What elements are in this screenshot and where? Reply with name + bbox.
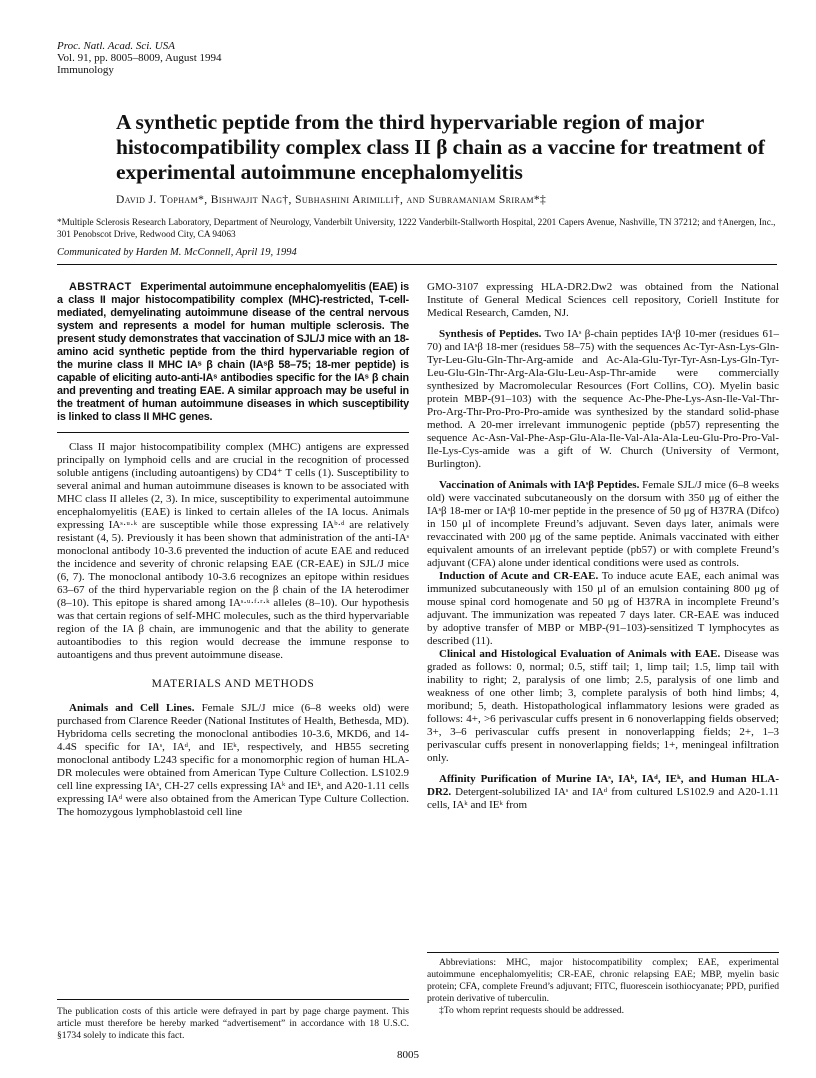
vaccination-heading: Vaccination of Animals with IAˢβ Peptides.	[439, 479, 640, 491]
clinical-text: Disease was graded as follows: 0, normal; 0.5, stiff tail; 1, limp tail; 1.5, limp tail with inability to right; 2, paralysis of one limb; 2.5, paralysis of one limb and weakness of one other limb; 3, complete paralysis of both hind limbs; 4, moribund; 5, death. Histopathological inflammatory lesions were graded as follows: 4+, >6 perivascular cuffs present in 6 nonoverlapping fields observed; 3+, 3–6 perivascular cuffs present in nonoverlapping fields; 2+, 1–3 perivascular cuffs present in nonoverlapping fields; 1+, meningeal infiltration only.	[427, 648, 780, 764]
left-column	[57, 281, 409, 819]
page-number: 8005	[397, 1049, 419, 1061]
paper-title: A synthetic peptide from the third hypervariable region of major histocompatibility complex class II β chain as a vaccine for treatment of experimental autoimmune encephalomyelitis	[116, 110, 765, 184]
section-heading-methods: MATERIALS AND METHODS	[151, 678, 315, 690]
affinity-heading: Affinity Purification of Murine IAˢ, IAᵏ, IAᵈ, IEᵏ, and Human HLA-DR2.	[427, 773, 779, 798]
animals-text: Female SJL/J mice (6–8 weeks old) were purchased from Clarence Reeder (National Institutes of Health, Bethesda, MD). Hybridoma cells secreting the monoclonal antibodies 10-3.6, MKD6, and 14-4.4S specific for IAˢ, IAᵈ, and IEᵏ, respectively, and HB55 secreting monoclonal antibody L243 specific for a monomorphic region of human HLA-DR molecules were obtained from American Type Culture Collection. LS102.9 cell line expressing IAˢ, CH-27 cells expressing IAᵏ and IEᵏ, and A20-1.11 cells expressing IAᵈ were also obtained from the American Type Culture Collection. The homozygous lymphoblastoid cell line	[57, 702, 410, 818]
abstract	[57, 281, 409, 424]
abstract-rule	[57, 432, 409, 433]
synthesis-heading: Synthesis of Peptides.	[439, 328, 542, 340]
journal-volume: Vol. 91, pp. 8005–8009, August 1994	[57, 52, 222, 64]
author-list: David J. Topham*, Bishwajit Nag†, Subhashini Arimilli†, and Subramaniam Sriram*‡	[116, 194, 547, 206]
animals-paragraph	[57, 702, 409, 819]
cell-line-continuation: GMO-3107 expressing HLA-DR2.Dw2 was obtained from the National Institute of General Medical Sciences cell repository, Coriell Institute for Medical Research, Camden, NJ.	[427, 281, 779, 319]
affiliations: *Multiple Sclerosis Research Laboratory, Department of Neurology, Vanderbilt University, 1222 Vanderbilt-Stallworth Hospital, 2201 Capers Avenue, Nashville, TN 37212; and †Anergen, Inc., 301 Penobscot Drive, Redwood City, CA 94063	[57, 218, 776, 240]
header-rule	[57, 264, 777, 265]
communicated-by: Communicated by Harden M. McConnell, April 19, 1994	[57, 247, 297, 258]
affinity-text: Detergent-solubilized IAˢ and IAᵈ from cultured LS102.9 and A20-1.11 cells, IAᵏ and IEᵏ from	[427, 786, 779, 811]
journal-name: Proc. Natl. Acad. Sci. USA	[57, 40, 175, 52]
induction-text: To induce acute EAE, each animal was immunized subcutaneously with 150 μl of an emulsion containing 800 μg of mouse spinal cord homogenate and 50 μg of H37RA in incomplete Freund’s adjuvant. The immunization was repeated 7 days later. CR-EAE was induced by adoptive transfer of MBP or MBP-(91–103)-sensitized T lymphocytes as described (11).	[427, 570, 779, 647]
induction-paragraph	[427, 570, 779, 648]
footnote-cost-text: The publication costs of this article were defrayed in part by page charge payment. This article must therefore be hereby marked “advertisement” in accordance with 18 U.S.C. §1734 solely to indicate this fact.	[57, 1006, 409, 1041]
affinity-paragraph	[427, 773, 779, 812]
journal-header	[57, 40, 222, 76]
clinical-heading: Clinical and Histological Evaluation of Animals with EAE.	[439, 648, 721, 660]
animals-heading: Animals and Cell Lines.	[69, 702, 195, 714]
synthesis-text: Two IAˢ β-chain peptides IAˢβ 10-mer (residues 61–70) and IAˢβ 18-mer (residues 58–75) with the sequences Ac-Tyr-Asn-Lys-Gln-Tyr-Leu-Glu-Gln-Thr-Arg-amide and Ac-Ala-Glu-Tyr-Tyr-Asn-Lys-Gln-Tyr-Leu-Glu-Gln-Thr-Arg-Ala-Glu-Leu-Asp-Thr-amide were commercially synthesized by Macromolecular Resources (Fort Collins, CO). Myelin basic protein MBP-(91–103) with the sequence Ac-Phe-Phe-Lys-Asn-Ile-Val-Thr-Pro-Arg-Thr-Pro-Pro-Pro-amide was synthesized by the standard solid-phase method. A 20-mer irrelevant immunogenic peptide (pb57) representing the sequence Ac-Asn-Val-Phe-Asp-Glu-Ala-Ile-Val-Ala-Ala-Leu-Glu-Pro-Pro-Val-Ile-Lys-Cys-amide was a gift of W. Church (University of Vermont, Burlington).	[427, 328, 779, 470]
reprint-note: ‡To whom reprint requests should be addressed.	[439, 1005, 625, 1016]
vaccination-text: Female SJL/J mice (6–8 weeks old) were vaccinated subcutaneously on the dorsum with 350 μg of either the IAˢβ 18-mer or IAˢβ 10-mer peptide in the presence of 50 μg of H37RA (Difco) in 150 μl of incomplete Freund’s adjuvant. Seven days later, animals were revaccinated with 200 μg of the same peptide. Animals vaccinated with either equivalent amounts of an irrelevant peptide (pb57) or with complete Freund’s adjuvant (CFA) alone under identical conditions were used as controls.	[427, 479, 780, 569]
journal-category: Immunology	[57, 64, 114, 76]
abbreviations-text: Abbreviations: MHC, major histocompatibility complex; EAE, experimental autoimmune encephalomyelitis; CR-EAE, chronic relapsing EAE; MBP, myelin basic protein; CFA, complete Freund’s adjuvant; FITC, fluorescein isothiocyanate; PPD, purified protein derivative of tuberculin.	[427, 957, 779, 1004]
intro-paragraph: Class II major histocompatibility complex (MHC) antigens are expressed principally on lymphoid cells and are crucial in the recognition of processed soluble antigens (including autoantigens) by CD4⁺ T cells (1). Susceptibility to several animal and human autoimmune diseases is known to be associated with MHC class II alleles (2, 3). In mice, susceptibility to experimental autoimmune encephalomyelitis (EAE) is linked to certain alleles of the IA locus. Animals expressing IAˢ·ᵘ·ᵏ are susceptible while those expressing IAᵇ·ᵈ are relatively resistant (4, 5). Previously it has been shown that administration of the anti-IAˢ monoclonal antibody 10-3.6 prevented the induction of acute EAE and reduced the incidence and severity of chronic relapsing EAE (CR-EAE) in SJL/J mice (6, 7). The monoclonal antibody 10-3.6 recognizes an epitope within residues 63–67 of the third hypervariable region on the β chain of the IA heterodimer (8–10). This epitope is shared among IAˢ·ᵘ·ᶠ·ʳ·ᵏ alleles (8–10). Our hypothesis was that certain regions of self-MHC molecules, such as the third hypervariable region of the IA β chain, are immunogenic and that the ability to generate autoantibodies to this region would decrease the immune response to autoantigens and thus prevent autoimmune disease.	[57, 441, 409, 661]
synthesis-paragraph	[427, 328, 779, 471]
abstract-text: Experimental autoimmune encephalomyelitis (EAE) is a class II major histocompatibility complex (MHC)-restricted, T-cell-mediated, demyelinating autoimmune disease of the central nervous system and represents a model for human multiple sclerosis. The present study demonstrates that vaccination of SJL/J mice with an 18-amino acid synthetic peptide from the third hypervariable region of the murine class II MHC IAˢ β chain (IAˢβ 58–75; 18-mer peptide) is capable of eliciting auto-anti-IAˢ antibodies specific for the IAˢ β chain and preventing and treating EAE. A similar approach may be useful in the treatment of human autoimmune diseases in which susceptibility is linked to class II MHC genes.	[57, 281, 409, 423]
induction-heading: Induction of Acute and CR-EAE.	[439, 570, 599, 582]
footnote-rule-left	[57, 999, 409, 1000]
footnote-rule-right	[427, 952, 779, 953]
abbreviations-footnote	[427, 952, 779, 1017]
publication-cost-footnote	[57, 999, 409, 1042]
clinical-paragraph	[427, 648, 779, 765]
vaccination-paragraph	[427, 479, 779, 570]
abstract-label: ABSTRACT	[69, 281, 132, 293]
right-column	[427, 281, 779, 812]
